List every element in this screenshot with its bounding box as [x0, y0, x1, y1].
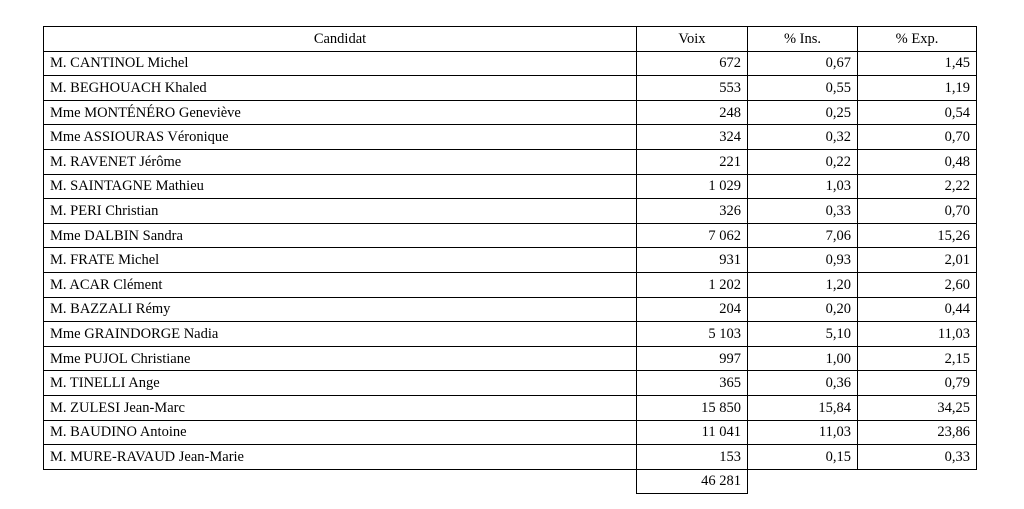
table-row: [44, 51, 977, 76]
voix-cell: 11 041: [637, 420, 748, 445]
voix-cell: 153: [637, 445, 748, 470]
table-row: [44, 371, 977, 396]
pct-exp-cell: 15,26: [858, 223, 977, 248]
table-row: [44, 346, 977, 371]
pct-ins-cell: 1,03: [748, 174, 858, 199]
results-table: [43, 26, 977, 494]
candidate-name: M. FRATE Michel: [44, 248, 637, 273]
voix-cell: 15 850: [637, 395, 748, 420]
pct-exp-cell: 23,86: [858, 420, 977, 445]
candidate-name: M. SAINTAGNE Mathieu: [44, 174, 637, 199]
pct-ins-cell: 0,67: [748, 51, 858, 76]
header-pct-exp: % Exp.: [858, 27, 977, 52]
pct-ins-cell: 0,25: [748, 100, 858, 125]
voix-cell: 931: [637, 248, 748, 273]
pct-exp-cell: 0,70: [858, 125, 977, 150]
candidate-name: M. CANTINOL Michel: [44, 51, 637, 76]
candidate-name: M. TINELLI Ange: [44, 371, 637, 396]
voix-cell: 365: [637, 371, 748, 396]
pct-ins-cell: 7,06: [748, 223, 858, 248]
table-row: [44, 395, 977, 420]
voix-cell: 1 202: [637, 272, 748, 297]
table-row: [44, 272, 977, 297]
pct-exp-cell: 0,33: [858, 445, 977, 470]
voix-cell: 221: [637, 149, 748, 174]
table-row: [44, 125, 977, 150]
table-row: [44, 223, 977, 248]
total-row: [44, 469, 977, 494]
table-row: [44, 76, 977, 101]
pct-exp-cell: 0,54: [858, 100, 977, 125]
pct-ins-cell: 0,22: [748, 149, 858, 174]
voix-cell: 204: [637, 297, 748, 322]
pct-ins-cell: 0,55: [748, 76, 858, 101]
candidate-name: M. RAVENET Jérôme: [44, 149, 637, 174]
pct-ins-cell: 0,32: [748, 125, 858, 150]
header-pct-ins: % Ins.: [748, 27, 858, 52]
candidate-name: M. MURE-RAVAUD Jean-Marie: [44, 445, 637, 470]
candidate-name: Mme DALBIN Sandra: [44, 223, 637, 248]
voix-cell: 7 062: [637, 223, 748, 248]
table-row: [44, 297, 977, 322]
pct-exp-cell: 1,19: [858, 76, 977, 101]
candidate-name: M. BEGHOUACH Khaled: [44, 76, 637, 101]
pct-exp-cell: 2,01: [858, 248, 977, 273]
pct-exp-cell: 1,45: [858, 51, 977, 76]
table-row: [44, 322, 977, 347]
voix-cell: 326: [637, 199, 748, 224]
pct-exp-cell: 34,25: [858, 395, 977, 420]
table-row: [44, 420, 977, 445]
table-row: [44, 174, 977, 199]
candidate-name: M. BAUDINO Antoine: [44, 420, 637, 445]
pct-ins-cell: 0,93: [748, 248, 858, 273]
voix-cell: 672: [637, 51, 748, 76]
candidate-name: Mme ASSIOURAS Véronique: [44, 125, 637, 150]
voix-cell: 997: [637, 346, 748, 371]
pct-exp-cell: 0,44: [858, 297, 977, 322]
pct-ins-cell: 0,36: [748, 371, 858, 396]
pct-ins-cell: 0,33: [748, 199, 858, 224]
pct-ins-cell: 11,03: [748, 420, 858, 445]
voix-cell: 553: [637, 76, 748, 101]
voix-cell: 1 029: [637, 174, 748, 199]
pct-exp-cell: 0,70: [858, 199, 977, 224]
candidate-name: Mme MONTÉNÉRO Geneviève: [44, 100, 637, 125]
pct-exp-cell: 0,48: [858, 149, 977, 174]
candidate-name: M. ACAR Clément: [44, 272, 637, 297]
candidate-name: Mme GRAINDORGE Nadia: [44, 322, 637, 347]
pct-ins-cell: 0,15: [748, 445, 858, 470]
pct-ins-cell: 1,00: [748, 346, 858, 371]
pct-ins-cell: 15,84: [748, 395, 858, 420]
voix-cell: 5 103: [637, 322, 748, 347]
candidate-name: M. ZULESI Jean-Marc: [44, 395, 637, 420]
header-row: [44, 27, 977, 52]
header-candidat: Candidat: [44, 27, 637, 52]
total-voix: 46 281: [637, 469, 748, 494]
pct-exp-cell: 2,22: [858, 174, 977, 199]
voix-cell: 248: [637, 100, 748, 125]
pct-ins-cell: 0,20: [748, 297, 858, 322]
candidate-name: Mme PUJOL Christiane: [44, 346, 637, 371]
pct-ins-cell: 1,20: [748, 272, 858, 297]
candidate-name: M. PERI Christian: [44, 199, 637, 224]
table-row: [44, 100, 977, 125]
table-row: [44, 199, 977, 224]
candidate-name: M. BAZZALI Rémy: [44, 297, 637, 322]
voix-cell: 324: [637, 125, 748, 150]
table-row: [44, 248, 977, 273]
pct-exp-cell: 2,60: [858, 272, 977, 297]
pct-exp-cell: 11,03: [858, 322, 977, 347]
pct-ins-cell: 5,10: [748, 322, 858, 347]
pct-exp-cell: 2,15: [858, 346, 977, 371]
table-row: [44, 445, 977, 470]
pct-exp-cell: 0,79: [858, 371, 977, 396]
header-voix: Voix: [637, 27, 748, 52]
table-row: [44, 149, 977, 174]
